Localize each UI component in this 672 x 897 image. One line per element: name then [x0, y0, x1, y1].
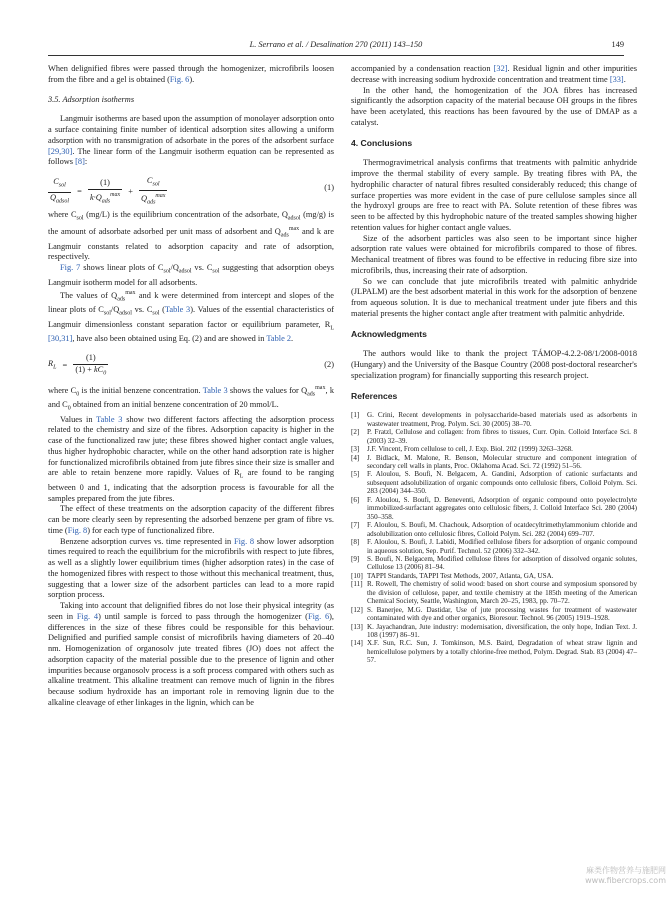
running-header — [48, 40, 624, 54]
reference-item — [351, 496, 637, 521]
paragraph: Langmuir isotherms are based upon the assumption of monolayer adsorption onto a surface containing finite number of identical adsorption sites allowing a uniform adsorption with no transmigration of adsorbate in the pores of the adsorbent surface [29,30]. The linear form of the Langmuir isotherm equation can be represented as follows [8]: — [48, 114, 334, 167]
reference-item — [351, 555, 637, 572]
reference-text: J.F. Vincent, From cellulose to cell, J. Exp. Biol. 202 (1999) 3263–3268. — [367, 445, 573, 454]
reference-item — [351, 623, 637, 640]
paragraph: Values in Table 3 show two different factors affecting the adsorption process related to the chemistry and size of the fibres. Adsorption capacity is higher in the case of the functionalized raw jute; these fibres showed higher contact angle values, thus higher hydrophobic character, while on the other hand adsorption rate is higher for functionalized microfibrils obtained from jute fibres since their size is smaller and are able to retain benzene more rapidly. Values of $R_L$ are found to be ranging between 0 and 1, indicating that the adsorption process is favourable for all the samples prepared from the jute fibres. — [48, 414, 334, 503]
reference-item — [351, 538, 637, 555]
citation-link[interactable]: [30,31] — [48, 334, 73, 344]
reference-item — [351, 428, 637, 445]
reference-item — [351, 470, 637, 495]
reference-number: [14] — [351, 639, 363, 648]
reference-text: P. Fratzl, Cellulose and collagen: from fibres to tissues, Curr. Opin. Colloid Interface Sci. 8 (2003) 32–39. — [367, 428, 637, 445]
table-link[interactable]: Table 3 — [202, 385, 228, 395]
reference-text: K. Jayachandran, Jute industry: modernisation, diversification, the only hope, Indian Text. J. 108 (1997) 86–91. — [367, 622, 637, 640]
reference-number: [5] — [351, 470, 360, 479]
reference-text: S. Banerjee, M.G. Dastidar, Use of jute processing wastes for treatment of wastewater contaminated with dye and other organics, Bioresour. Technol. 96 (2005) 1919–1928. — [367, 605, 637, 623]
reference-text: R. Rowell, The chemistry of solid wood: based on short course and symposium sponsored by the division of cellulose, paper, and textile chemistry at the 185th meeting of the American Chemical Society, Seattle, Washington, March 20–25, 1983, pp. 70–72. — [367, 580, 637, 606]
citation-link[interactable]: [33] — [609, 74, 624, 84]
paragraph: Taking into account that delignified fibres do not lose their physical integrity (as seen in Fig. 4) until sample is forced to pass through the homogenizer (Fig. 6), differences in the size of these fibres could be responsible for this behaviour. Delignified and purified sample consist of microfibrils having diameters of 20–40 nm. Homogenization of organosolv jute treated fibres (JO) does not affect the adsorption capacity of the material possible due to the presence of lignin and other impurities because organosolv process is a soft process compared with others such as alkaline treatment. This alkaline treatment can remove much of lignin in the fibres because sodium hydroxide has an important role in removing lignin due to the alkaline cleavage of ether linkages in the lignin, which can be — [48, 601, 334, 707]
reference-item — [351, 639, 637, 664]
figure-link[interactable]: Fig. 6 — [307, 611, 330, 621]
right-column — [351, 64, 637, 665]
left-column — [48, 64, 334, 709]
watermark: 麻类作物营养与施肥网 www.fibercrops.com — [585, 866, 666, 885]
citation-link[interactable]: [8] — [75, 157, 85, 167]
page-number: 149 — [611, 40, 624, 49]
paragraph: When delignified fibres were passed through the homogenizer, microfibrils loosen from the fibre and a gel is obtained (Fig. 6). — [48, 64, 334, 84]
reference-item — [351, 572, 637, 580]
paragraph: The authors would like to thank the project TÁMOP-4.2.2-08/1/2008-0018 (Hungary) and the University of the Basque Country (2008 post-doctoral researcher's specialization program) for financially supporting this research project. — [351, 349, 637, 380]
reference-number: [7] — [351, 521, 360, 530]
citation-link[interactable]: [32] — [493, 64, 508, 73]
paragraph: Thermogravimetrical analysis confirms that treatments with palmitic anhydride improve the thermal stability of every sample. By treating fibres with PA, the hydrophilic character of natural fibres resulted considerably reduced; this change of surface properties was more evident in the case of pure cellulose samples since all the hydroxyl groups are free to react with PA. Solute retention of these fibres was seen to be affected by this hydrophobic nature of the treated samples showing higher retention values for higher contact angle values. — [351, 158, 637, 232]
section-heading-acknowledgments: Acknowledgments — [351, 328, 427, 339]
running-title: L. Serrano et al. / Desalination 270 (2011) 143–150 — [249, 40, 423, 49]
reference-item — [351, 521, 637, 538]
section-heading-3-5: 3.5. Adsorption isotherms — [48, 94, 135, 104]
figure-link[interactable]: Fig. 8 — [233, 536, 255, 546]
reference-number: [10] — [351, 571, 363, 580]
reference-text: TAPPI Standards, TAPPI Test Methods, 2007, Atlanta, GA, USA. — [367, 571, 554, 580]
reference-number: [9] — [351, 554, 360, 563]
header-rule — [48, 55, 624, 56]
equation-1: $\frac{C_{sol}}{Q_{adsol}}$ = $\frac{(1)}{k\cdot Q_{ads}^{max}}$ + $\frac{C_{sol}}{Q_{ads}^{max}}$ (1) — [50, 176, 334, 206]
equation-number: (2) — [324, 360, 334, 369]
reference-text: S. Boufi, N. Belgacem, Modified cellulose fibres for adsorption of dissolved organic solutes, Cellulose 13 (2006) 81–94. — [367, 554, 637, 572]
paragraph: The effect of these treatments on the adsorption capacity of the different fibres can be more clearly seen by representing the adsorbed benzene per gram of fibre vs. time (Fig. 8) for each type of functionalized fibre. — [48, 504, 334, 535]
reference-number: [1] — [351, 411, 360, 420]
reference-item — [351, 454, 637, 471]
reference-number: [11] — [351, 580, 363, 589]
table-link[interactable]: Table 2 — [266, 334, 292, 344]
paragraph: where $C_0$ is the initial benzene concentration. Table 3 shows the values for $Q_{ads}^{max}$, k and $C_0$ obtained from an initial benzene concentration of 20 mmol/L. — [48, 385, 334, 412]
reference-number: [12] — [351, 605, 363, 614]
section-heading-references: References — [351, 390, 398, 401]
reference-number: [8] — [351, 538, 360, 547]
reference-text: F. Aloulou, S. Boufi, N. Belgacem, A. Gandini, Adsorption of cationic surfactants and subsequent adsolubilization of organic compounds onto cellulosic fibers, Colloid Polym. Sci. 283 (2004) 344–350. — [367, 470, 637, 496]
reference-text: F. Aloulou, S. Boufi, M. Chachouk, Adsorption of ocatdecyltrimethylammonium chloride and adsolubilization onto cellulosic fibres, Colloid Polym. Sci. 282 (2004) 699–707. — [367, 521, 637, 538]
reference-text: G. Crini, Recent developments in polysaccharide-based materials used as adsorbents in wastewater treatment, Prog. Polym. Sci. 30 (2005) 38–70. — [367, 411, 637, 428]
reference-text: F. Aloulou, S. Boufi, J. Labidi, Modified cellulose fibers for adsorption of organic compound in aqueous solution, Sep. Purif. Technol. 52 (2006) 332–342. — [367, 538, 637, 555]
paragraph: The values of $Q_{ads}^{max}$ and k were determined from intercept and slopes of the linear plots of $C_{sol}/Q_{adsol}$ vs. $C_{sol}$ (Table 3). Values of the essential characteristics of Langmuir dimensionless constant separation factor or equilibrium parameter, $R_L$ [30,31], have also been obtained using Eq. (2) and are showed in Table 2. — [48, 290, 334, 344]
paragraph: Size of the adsorbent particles was also seen to be important since higher adsorption rate values were obtained for microfibrils compared to those of fibres. Mechanical treatment of fibres was found to be effective in reducing fibre size into microfibrils, thus, increasing their rate of adsorption. — [351, 233, 637, 275]
equation-number: (1) — [324, 183, 334, 192]
paragraph: where $C_{sol}$ (mg/L) is the equilibrium concentration of the adsorbate, $Q_{adsol}$ (mg/g) is the amount of adsorbate adsorbed per unit mass of adsorbent and $Q_{ads}^{max}$ and k are Langmuir constants related to adsorption capacity and rate of adsorption, respectively. — [48, 210, 334, 262]
reference-text: X.F. Sun, R.C. Sun, J. Tomkinson, M.S. Baird, Degradation of wheat straw lignin and hemicellulose polymers by a totally chlorine-free method, Polym. Degrad. Stab. 83 (2004) 47–57. — [367, 639, 637, 665]
reference-item — [351, 411, 637, 428]
reference-number: [6] — [351, 495, 360, 504]
reference-number: [2] — [351, 428, 360, 437]
reference-item — [351, 580, 637, 605]
equation-2: $R_L$ = $\frac{(1)}{(1) + kC_0}$ (2) — [48, 353, 334, 377]
paragraph: Benzene adsorption curves vs. time represented in Fig. 8 show lower adsorption times required to reach the equilibrium for the microfibrils with respect to jute fibres, as well as a slightly lower equilibrium times (higher adsorption rates) in the case of the homogenized fibres with respect to those without this mechanical treatment, thus, suggesting that a lower size of the adsorbent particles can lead to a more rapid sorption process. — [48, 536, 334, 600]
reference-number: [13] — [351, 622, 363, 631]
reference-item — [351, 445, 637, 453]
table-link[interactable]: Table 3 — [96, 414, 123, 424]
paragraph: In the other hand, the homogenization of the JOA fibres has increased significantly the adsorption capacity of the material because OH groups in the fibres have been acetylated, this reactions has been favoured by the use of DMAP as a catalyst. — [351, 85, 637, 127]
reference-number: [3] — [351, 445, 360, 454]
reference-text: J. Bidlack, M. Malone, R. Benson, Molecular structure and component integration of secondary cell walls in plants, Proc. Oklahoma Acad. Sci. 72 (1992) 51–56. — [367, 453, 637, 470]
reference-item — [351, 606, 637, 623]
paragraph: accompanied by a condensation reaction [32]. Residual lignin and other impurities decrease with increasing sodium hydroxide concentration and treatment time [33]. — [351, 64, 637, 84]
figure-link[interactable]: Fig. 4 — [76, 611, 99, 621]
reference-text: F. Aloulou, S. Boufi, D. Beneventi, Adsorption of organic compound onto poyelectrolyte immobilized-surfactant aggregates onto cellulosic fibers, J. Colloid Interface Sci. 280 (2004) 350–358. — [367, 495, 637, 521]
reference-list — [351, 411, 637, 665]
paragraph: Fig. 7 shows linear plots of $C_{sol}/Q_{adsol}$ vs. $C_{sol}$ suggesting that adsorption obeys Langmuir isotherm model for all adsorbents. — [48, 263, 334, 287]
reference-number: [4] — [351, 453, 360, 462]
citation-link[interactable]: [29,30] — [48, 146, 73, 156]
figure-link[interactable]: Fig. 7 — [60, 263, 81, 273]
section-heading-conclusions: 4. Conclusions — [351, 137, 413, 148]
paragraph: So we can conclude that jute microfibrils treated with palmitic anhydride (JLPALM) are the best adsorbent material in this work for the adsorption of benzene from aqueous solution. It is due to mechanical treatment under jute fibers and this material presents the higher contact angle after treatment with palmitic anhydride. — [351, 276, 637, 318]
figure-link[interactable]: Fig. 6 — [169, 74, 190, 84]
table-link[interactable]: Table 3 — [164, 305, 191, 315]
figure-link[interactable]: Fig. 8 — [67, 525, 88, 535]
